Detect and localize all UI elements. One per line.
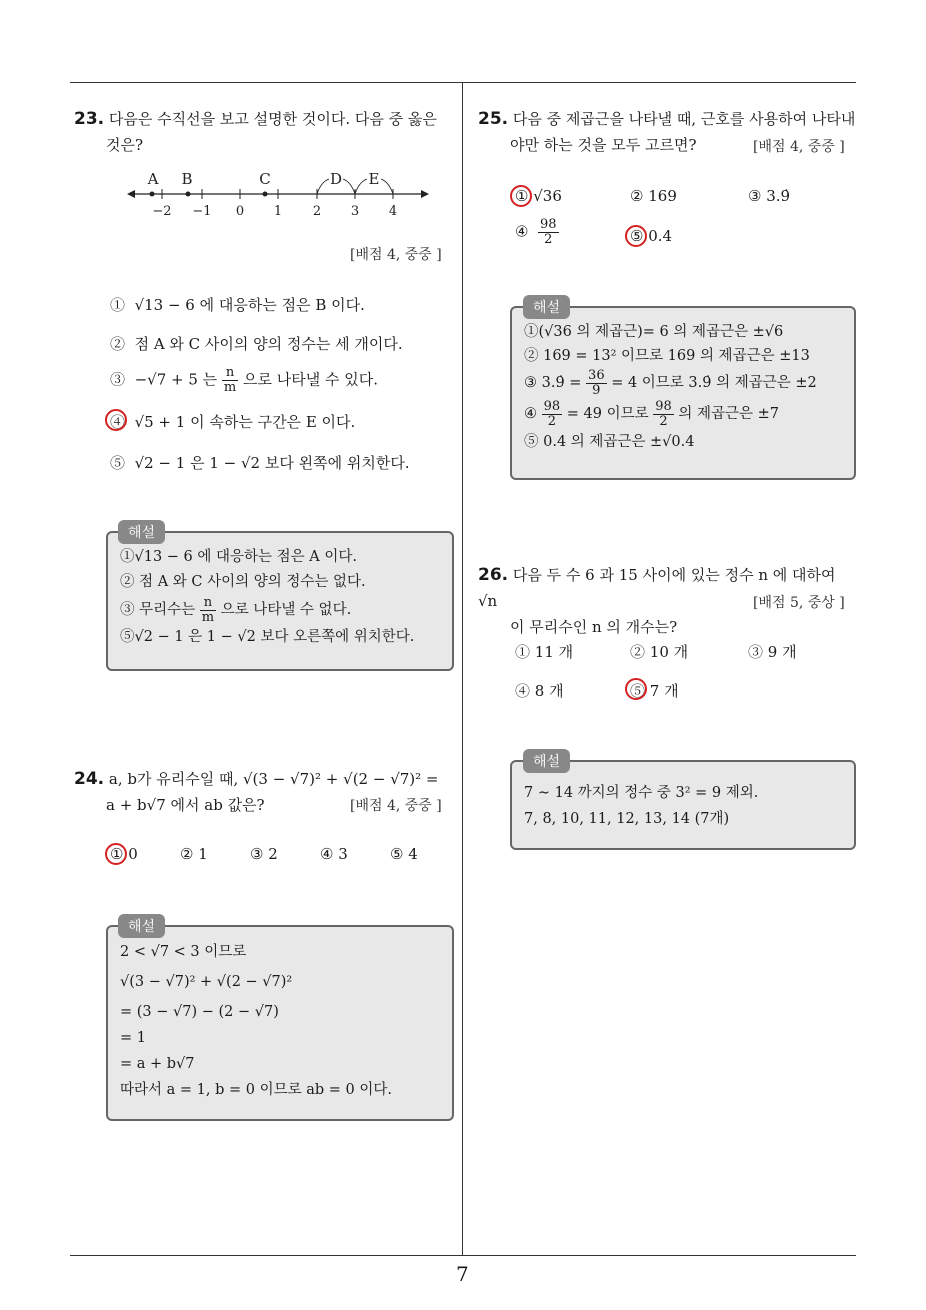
choice-number: ⑤ [110,454,126,472]
choice-text: 169 [648,187,677,205]
choice-1[interactable] [515,641,573,662]
solution-line: = a + b√7 [120,1056,195,1072]
choice-number: ① [515,187,529,205]
choice-number: ④ [320,845,334,863]
choice-2[interactable] [630,641,688,662]
choice-3[interactable] [250,845,278,863]
point-label-b: B [181,170,193,188]
solution-line: = (3 − √7) − (2 − √7) [120,1004,279,1020]
choice-text: 0 [128,845,138,863]
choice-number: ① [110,845,124,863]
tick-label: 4 [388,204,398,219]
solution-box [510,760,856,850]
point-label-a: A [147,170,159,188]
answer-mark-circle [510,185,532,207]
solution-tag: 해설 [523,749,570,773]
question-meta: [배점 4, 중중 ] [753,139,845,155]
answer-mark-circle [105,409,127,431]
question-meta: [배점 4, 중중 ] [350,247,442,263]
solution-line: 따라서 a = 1, b = 0 이므로 ab = 0 이다. [120,1082,392,1098]
choice-3[interactable] [748,187,790,205]
question-number: 24. [74,769,105,789]
choice-text: 9 개 [767,643,797,661]
choice-text: 10 개 [649,643,689,661]
choice-number: ③ [748,187,762,205]
page-number: 7 [456,1262,469,1286]
point-label-d: D [329,170,343,188]
solution-tag: 해설 [118,520,165,544]
question-text-line2: 것은? [106,136,144,154]
answer-mark-circle [625,678,647,700]
answer-mark-circle [105,843,127,865]
solution-line: ③ 무리수는 $\frac{n}{m}$ 으로 나타낼 수 없다. [120,594,352,625]
point-label-e: E [368,170,380,188]
choice-4[interactable] [515,680,564,701]
question-meta: [배점 5, 중상 ] [753,595,845,611]
solution-line: 7 ∼ 14 까지의 정수 중 3² = 9 제외. [524,785,759,801]
choice-text: √2 − 1 은 1 − √2 보다 왼쪽에 위치한다. [134,454,410,472]
choice-text: 4 [408,845,418,863]
choice-number: ② [630,643,646,661]
question-text: 다음 중 제곱근을 나타낼 때, 근호를 사용하여 나타내 [512,110,856,128]
tick-label: 1 [273,204,283,219]
choice-2[interactable] [110,333,403,354]
solution-line: ④ $\frac{98}{2}$ = 49 이므로 $\frac{98}{2}$ 의 제곱근은 ±7 [524,398,780,429]
question-text-line2: a + b√7 에서 ab 값은? [106,796,265,814]
bottom-rule [70,1255,856,1256]
solution-line: 7, 8, 10, 11, 12, 13, 14 (7개) [524,811,730,827]
solution-box [106,925,454,1121]
question-number: 25. [478,109,509,129]
top-rule [70,82,856,83]
choice-5[interactable] [110,452,410,473]
question-text-line2: 야만 하는 것을 모두 고르면? [510,136,697,154]
solution-box [510,306,856,480]
choice-number: ③ [110,370,126,389]
choice-2[interactable] [630,187,677,205]
solution-line: ①√13 − 6 에 대응하는 점은 A 이다. [120,549,357,565]
question-text: 다음은 수직선을 보고 설명한 것이다. 다음 중 옳은 [108,110,437,128]
solution-tag: 해설 [118,914,165,938]
choice-1[interactable] [110,294,365,315]
choice-text: √5 + 1 이 속하는 구간은 E 이다. [134,413,356,431]
solution-box [106,531,454,671]
choice-text: 8 개 [534,682,564,700]
choice-number: ② [180,845,194,863]
choice-number: ① [515,643,531,661]
choice-number: ④ [515,682,531,700]
question-text-line2: 이 무리수인 n 의 개수는? [510,618,678,636]
fraction: $\frac{98}{2}$ [540,217,557,247]
choice-number: ③ [250,845,264,863]
solution-line: √(3 − √7)² + √(2 − √7)² [120,974,293,990]
column-divider [462,83,463,1255]
choice-number: ① [110,296,126,314]
choice-number: ⑤ [630,227,644,245]
solution-tag: 해설 [523,295,570,319]
number-line [125,168,435,220]
question-text: 다음 두 수 6 과 15 사이에 있는 정수 n 에 대하여 √n [478,566,836,610]
choice-text: 7 개 [649,682,679,700]
choice-text-pre: −√7 + 5 는 [134,370,218,389]
choice-number: ② [110,335,126,353]
question-number: 23. [74,109,105,129]
question-23 [74,106,456,158]
choice-text: 1 [198,845,208,863]
choice-text: 11 개 [534,643,574,661]
choice-4[interactable] [110,411,355,432]
solution-line: = 1 [120,1030,146,1046]
tick-label: 3 [350,204,360,219]
choice-text: 점 A 와 C 사이의 양의 정수는 세 개이다. [134,335,403,353]
solution-line: ② 점 A 와 C 사이의 양의 정수는 없다. [120,574,366,590]
choice-3[interactable] [748,641,797,662]
choice-number: ④ [515,222,529,241]
choice-4[interactable] [515,218,559,247]
choice-text: √13 − 6 에 대응하는 점은 B 이다. [134,296,365,314]
tick-label: 0 [235,204,245,219]
point-label-c: C [259,170,271,188]
solution-line: ①(√36 의 제곱근)= 6 의 제곱근은 ±√6 [524,324,784,340]
answer-mark-circle [625,225,647,247]
choice-text: 0.4 [648,227,673,245]
solution-line: ③ 3.9̇ = $\frac{36}{9}$ = 4 이므로 3.9̇ 의 제곱근은 ±2 [524,367,817,398]
fraction: $\frac{n}{m}$ [223,365,237,395]
choice-3[interactable] [110,366,378,395]
choice-4[interactable] [320,845,348,863]
choice-number: ③ [748,643,764,661]
solution-line: ⑤ 0.4 의 제곱근은 ±√0.4 [524,434,695,450]
choice-text: √36 [533,187,562,205]
choice-text: 2 [268,845,278,863]
choice-2[interactable] [180,845,208,863]
tick-label: −2 [152,204,172,219]
tick-label: 2 [312,204,322,219]
question-text: a, b가 유리수일 때, √(3 − √7)² + √(2 − √7)² = [108,770,439,788]
tick-label: −1 [192,204,212,219]
choice-number: ④ [110,413,126,431]
choice-text-post: 으로 나타낼 수 있다. [243,370,379,389]
choice-number: ② [630,187,644,205]
choice-number: ⑤ [390,845,404,863]
choice-number: ⑤ [630,682,646,700]
choice-text: 3.9̇ [766,187,791,205]
question-number: 26. [478,565,509,585]
choice-text: 3 [338,845,348,863]
solution-line: 2 < √7 < 3 이므로 [120,944,247,960]
solution-line: ⑤√2 − 1 은 1 − √2 보다 오른쪽에 위치한다. [120,629,415,645]
solution-line: ② 169 = 13² 이므로 169 의 제곱근은 ±13 [524,348,810,364]
question-meta: [배점 4, 중중 ] [350,798,442,814]
choice-5[interactable] [390,845,418,863]
